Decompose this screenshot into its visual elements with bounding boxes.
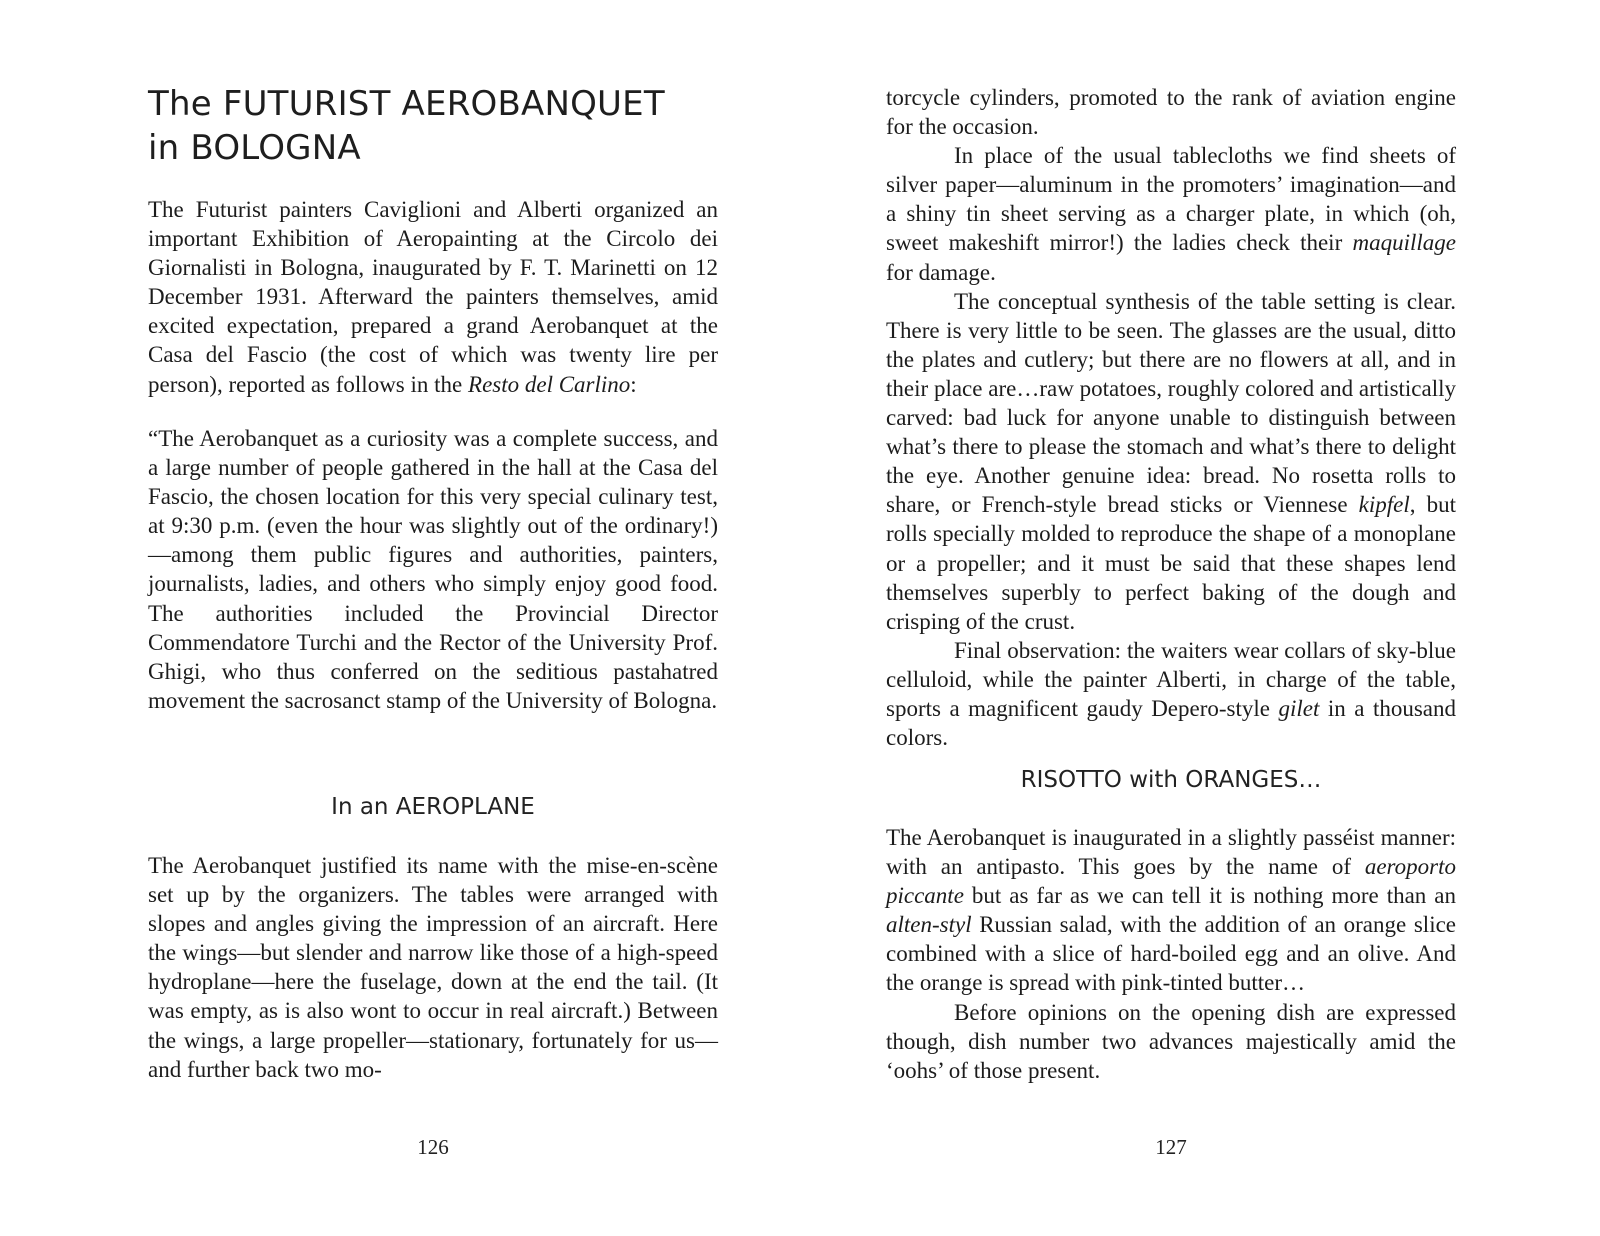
quote-paragraph: “The Aerobanquet as a curiosity was a complete success, and a large number of people gathered in the hall at the Casa del Fascio, the chosen location for this very special culinary test, at 9:30 p.m. (even the hour was slightly out of the ordinary!)—among them public figures and authorities, painters, journalists, ladies, and others who simply enjoy good food. The authorities included the Provincial Director Commendatore Turchi and the Rector of the University Prof. Ghigi, who thus conferred on the seditious pastahatred movement the sacrosanct stamp of the University of Bologna. bbox=[148, 426, 718, 713]
intro-text: The Futurist painters Caviglioni and Alberti organized an important Exhibition of Aeropainting at the Circolo dei Giornalisti in Bologna, inaugurated by F. T. Marinetti on 12 December 1931. Afterward the painters themselves, amid excited expectation, prepared a grand Aerobanquet at the Casa del Fascio (the cost of which was twenty lire per person), reported as follows in the bbox=[148, 197, 718, 397]
risotto-text-b: but as far as we can tell it is nothing more than an bbox=[963, 883, 1456, 909]
intro-paragraph bbox=[148, 195, 718, 399]
synthesis-text: The conceptual synthesis of the table setting is clear. There is very little to be seen. The glasses are the usual, ditto the plates and cutlery; but there are no flowers at all, and in their place are…raw potatoes, roughly colored and artistically carved: bad luck for anyone unable to distinguish between what’s there to please the stomach and what’s there to delight the eye. Another genuine idea: bread. No rosetta rolls to share, or French-style bread sticks or Viennese bbox=[886, 288, 1456, 518]
tablecloth-paragraph bbox=[886, 141, 1456, 286]
synthesis-paragraph bbox=[886, 287, 1456, 636]
final-observation-paragraph bbox=[886, 636, 1456, 752]
risotto-text-a: The Aerobanquet is inaugurated in a slightly passéist manner: with an antipasto. This goes by the name of bbox=[886, 825, 1456, 880]
page-number: 126 bbox=[417, 1135, 449, 1159]
quote-block bbox=[148, 424, 718, 715]
continuation-paragraph: torcycle cylinders, promoted to the rank of aviation engine for the occasion. bbox=[886, 85, 1456, 140]
risotto-text-c: Russian salad, with the addition of an orange slice combined with a slice of hard-boiled egg and an olive. And the orange is spread with pink-tinted butter… bbox=[886, 912, 1456, 996]
intro-text-end: : bbox=[630, 371, 637, 397]
tablecloth-text-end: for damage. bbox=[886, 259, 996, 285]
aeroplane-block bbox=[148, 851, 718, 1084]
section-heading-risotto: RISOTTO with ORANGES… bbox=[1020, 767, 1322, 793]
gilet-italic: gilet bbox=[1278, 695, 1320, 721]
intro-block bbox=[148, 195, 718, 399]
maquillage-italic: maquillage bbox=[1352, 230, 1456, 256]
risotto-paragraph bbox=[886, 823, 1456, 998]
aeroporto-piccante-italic: aeroporto piccante bbox=[886, 854, 1456, 909]
right-page bbox=[886, 0, 1456, 1236]
main-text-block bbox=[886, 83, 1456, 752]
kipfel-italic: kipfel bbox=[1358, 492, 1410, 518]
aeroplane-paragraph: The Aerobanquet justified its name with the mise-en-scène set up by the organizers. The tables were arranged with slopes and angles giving the impression of an aircraft. Here the wings—but slender and narrow like those of a high-speed hydroplane—here the fuselage, down at the end the tail. (It was empty, as is also wont to occur in real aircraft.) Between the wings, a large propeller—stationary, fortunately for us—and further back two mo- bbox=[148, 853, 718, 1082]
opinions-paragraph: Before opinions on the opening dish are expressed though, dish number two advances majestically amid the ‘oohs’ of those present. bbox=[886, 999, 1456, 1083]
left-page bbox=[148, 0, 718, 1236]
chapter-title-line-2: in BOLOGNA bbox=[148, 128, 361, 168]
chapter-title bbox=[148, 82, 665, 170]
final-text: Final observation: the waiters wear collars of sky-blue celluloid, while the painter Alberti, in charge of the table, sports a magnificent gaudy Depero-style bbox=[886, 637, 1456, 721]
page-number: 127 bbox=[1155, 1135, 1187, 1159]
risotto-block bbox=[886, 823, 1456, 1085]
newspaper-title: Resto del Carlino bbox=[468, 371, 631, 397]
tablecloth-text: In place of the usual tablecloths we find sheets of silver paper—aluminum in the promoters’ imagination—and a shiny tin sheet serving as a charger plate, in which (oh, sweet makeshift mirror!) the ladies check their bbox=[886, 143, 1456, 256]
chapter-title-line-1: The FUTURIST AEROBANQUET bbox=[148, 84, 665, 124]
alten-styl-italic: alten-styl bbox=[886, 912, 972, 938]
section-heading-aeroplane: In an AEROPLANE bbox=[331, 794, 535, 820]
final-text-end: in a thousand colors. bbox=[886, 695, 1456, 751]
synthesis-text-end: , but rolls specially molded to reproduce the shape of a monoplane or a propeller; and it must be said that these shapes lend themselves superbly to perfect baking of the dough and crisping of the crust. bbox=[886, 492, 1457, 634]
